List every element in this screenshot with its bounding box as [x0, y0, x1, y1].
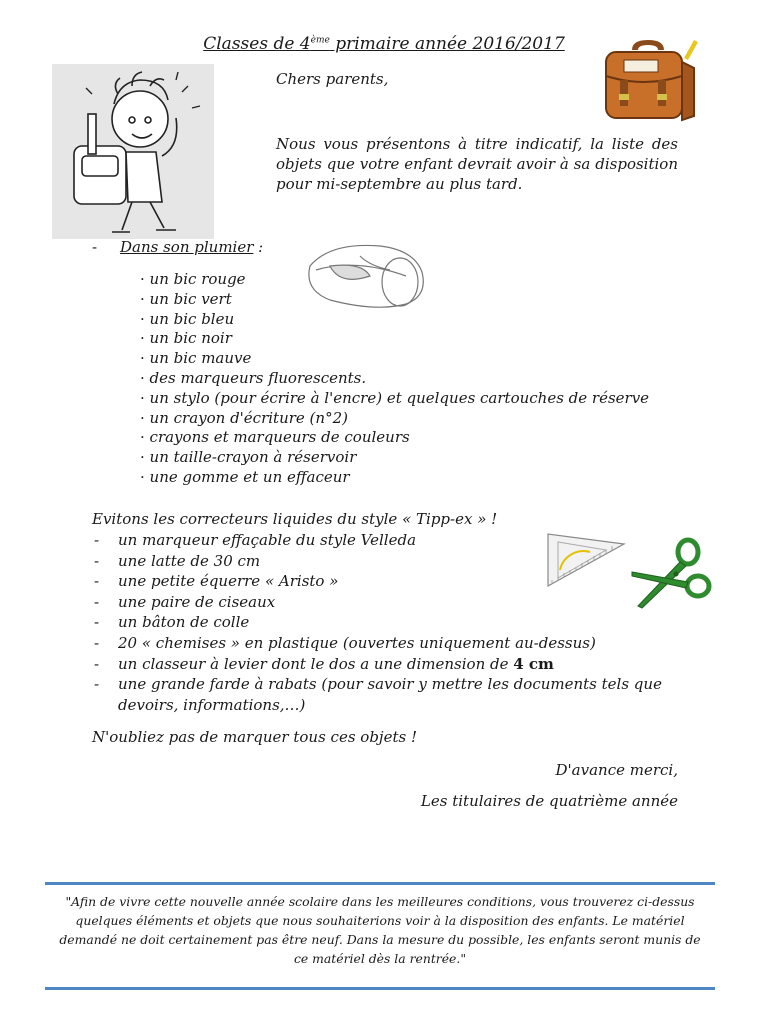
bottom-divider	[45, 987, 715, 990]
set-square-icon	[544, 530, 628, 590]
list-item: - un marqueur effaçable du style Velleda	[92, 530, 692, 551]
pencil-case-heading: - Dans son plumier :	[92, 238, 264, 256]
list-item: - une grande farde à rabats (pour savoir y mettre les documents tels que devoirs, informations,…)	[92, 674, 692, 715]
child-with-schoolbag-illustration	[52, 64, 214, 239]
list-item: - une petite équerre « Aristo »	[92, 571, 692, 592]
list-item: · des marqueurs fluorescents.	[140, 369, 649, 389]
intro-paragraph: Nous vous présentons à titre indicatif, la liste des objets que votre enfant devrait avoir à sa disposition pour mi-septembre au plus tard.	[276, 135, 678, 193]
footer-note: "Afin de vivre cette nouvelle année scolaire dans les meilleures conditions, vous trouverez ci-dessus quelques éléments et objets que nous souhaiterions voir à la disposition des enfants. Le matériel demandé ne doit certainement pas être neuf. Dans la mesure du possible, les enfants seront munis de ce matériel dès la rentrée."	[59, 894, 701, 966]
list-item: - une latte de 30 cm	[92, 551, 692, 572]
signature-text: Les titulaires de quatrième année	[420, 792, 678, 810]
list-item: · un bic rouge	[140, 270, 649, 290]
pencil-case-list	[140, 270, 649, 488]
list-item: · un bic bleu	[140, 310, 649, 330]
list-item: · un bic mauve	[140, 349, 649, 369]
list-item: · un bic vert	[140, 290, 649, 310]
top-divider	[45, 882, 715, 885]
list-item: · un stylo (pour écrire à l'encre) et quelques cartouches de réserve	[140, 389, 649, 409]
reminder-text: N'oubliez pas de marquer tous ces objets !	[92, 728, 417, 746]
schoolbag-icon	[600, 36, 700, 128]
list-item: · un bic noir	[140, 329, 649, 349]
list-item: - un classeur à levier dont le dos a une dimension de 4 cm	[92, 654, 692, 675]
avoid-note: Evitons les correcteurs liquides du style « Tipp-ex » !	[92, 510, 498, 528]
list-item: - un bâton de colle	[92, 612, 692, 633]
list-item: - 20 « chemises » en plastique (ouvertes uniquement au-dessus)	[92, 633, 692, 654]
scissors-icon	[628, 536, 714, 612]
list-item: · une gomme et un effaceur	[140, 468, 649, 488]
page-title: Classes de 4ème primaire année 2016/2017	[203, 34, 565, 54]
list-item: · crayons et marqueurs de couleurs	[140, 428, 649, 448]
list-item: · un taille-crayon à réservoir	[140, 448, 649, 468]
list-item: · un crayon d'écriture (n°2)	[140, 409, 649, 429]
list-item: - une paire de ciseaux	[92, 592, 692, 613]
greeting: Chers parents,	[276, 70, 389, 88]
thanks-text: D'avance merci,	[555, 761, 678, 779]
